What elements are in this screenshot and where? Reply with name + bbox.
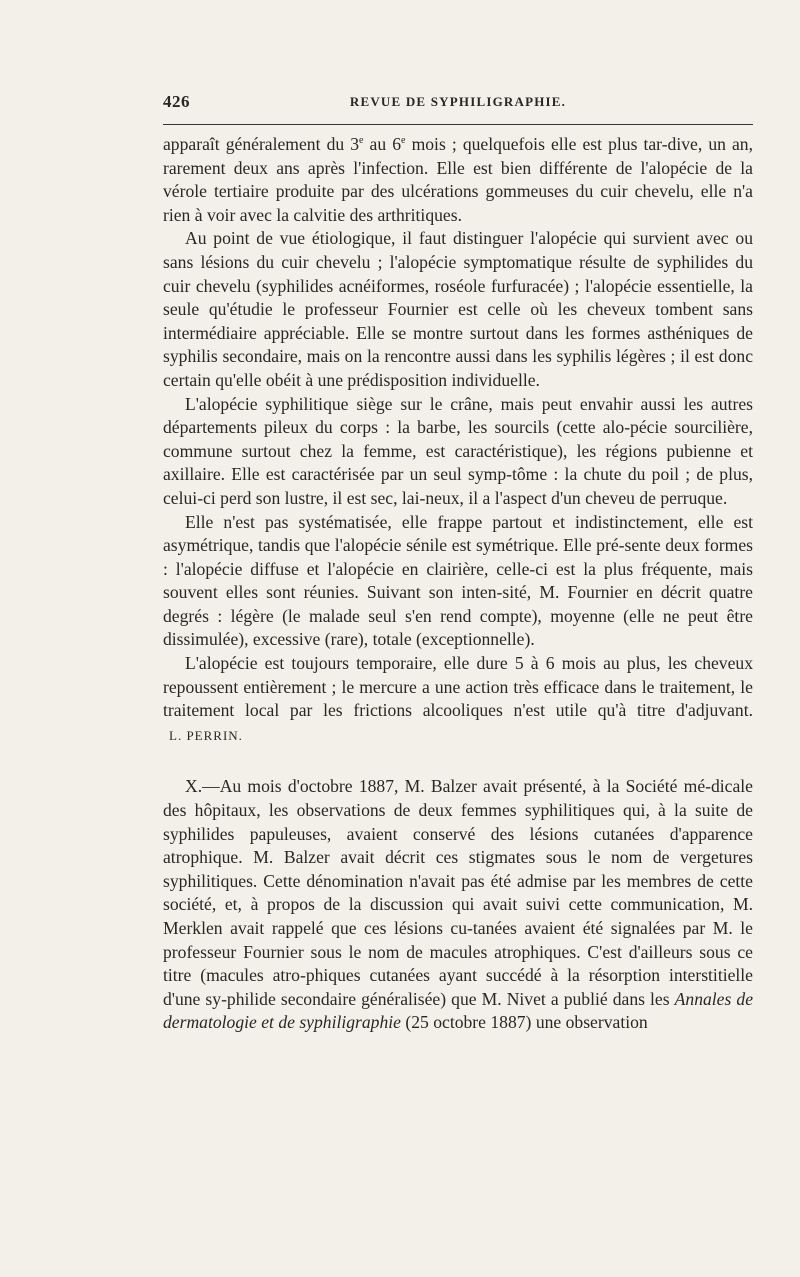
superscript: e: [359, 135, 364, 147]
text-run: apparaît généralement du 3: [163, 134, 360, 154]
author-signature: L. PERRIN.: [169, 727, 243, 743]
paragraph: [163, 133, 753, 227]
superscript: e: [401, 135, 406, 147]
paragraph: L'alopécie syphilitique siège sur le crâne, mais peut envahir aussi les autres départements pileux du corps : la barbe, les sourcils (cette alo-pécie sourcilière, commune surtout chez la femme, est caractéristique), les régions pubienne et axillaire. Elle est caractérisée par un seul symp-tôme : la chute du poil ; de plus, celui-ci perd son lustre, il est sec, lai-neux, il a l'aspect d'un cheveu de perruque.: [163, 393, 753, 508]
page-number: 426: [163, 92, 190, 111]
text-run: L'alopécie est toujours temporaire, elle dure 5 à 6 mois au plus, les cheveux repoussent entièrement ; le mercure a une action très efficace dans le traitement, le traitement local par les frictions alcooliques n'est utile qu'à titre d'adjuvant.: [163, 653, 753, 721]
text-run: (25 octobre 1887) une observation: [400, 1012, 648, 1033]
body-text: [163, 133, 753, 1035]
paragraph: Elle n'est pas systématisée, elle frappe partout et indistinctement, elle est asymétrique, tandis que l'alopécie sénile est symétrique. Elle pré-sente deux formes : l'alopécie diffuse et l'alopécie en clairière, celle-ci est la plus fréquente, mais souvent elles sont réunies. Suivant son inten-sité, M. Fournier en décrit quatre degrés : légère (le malade seul s'en rend compte), moyenne (elle ne peut être dissimulée), excessive (rare), totale (exceptionnelle).: [163, 511, 753, 650]
paragraph: [163, 775, 753, 1035]
running-head: [163, 92, 753, 116]
paragraph: [163, 652, 753, 747]
header-rule: [163, 124, 753, 125]
text-run: Au mois d'octobre 1887, M. Balzer avait présenté, à la Société mé-dicale des hôpitaux, les observations de deux femmes syphilitiques qui, à la suite de syphilides papuleuses, avaient conservé des lésions cutanées d'apparence atrophique. M. Balzer avait décrit ces stigmates sous le nom de vergetures syphilitiques. Cette dénomination n'avait pas été admise par les membres de cette société, et, à propos de la discussion qui avait suivi cette communication, M. Merklen avait rappelé que ces lésions cu-tanées avaient été signalées par M. le professeur Fournier sous le nom de macules atrophiques. C'est d'ailleurs sous ce titre (macules atro-phiques cutanées ayant succédé à la résorption interstitielle d'une sy-philide secondaire généralisée) que M. Nivet a publié dans les: [163, 776, 753, 1009]
running-title: REVUE DE SYPHILIGRAPHIE.: [349, 94, 567, 109]
text-run: mois ; quelquefois elle est plus tar-dive, un an, rarement deux ans après l'infection. Elle est bien différente de l'alopécie de la vérole tertiaire produite par des ulcérations gommeuses du cuir chevelu, elle n'a rien à voir avec la calvitie des arthritiques.: [163, 134, 753, 225]
section-gap: [163, 747, 753, 775]
paragraph: Au point de vue étiologique, il faut distinguer l'alopécie qui survient avec ou sans lésions du cuir chevelu ; l'alopécie symptomatique résulte de syphilides du cuir chevelu (syphilides acnéiformes, roséole furfuracée) ; l'alopécie essentielle, la seule qu'étudie le professeur Fournier est celle où les cheveux tombent sans intermédiaire appréciable. Elle se montre surtout dans les formes asthéniques de syphilis secondaire, mais on la rencontre aussi dans les syphilis légères ; il est donc certain qu'elle obéit à une prédisposition individuelle.: [163, 228, 753, 390]
text-run: au 6: [363, 134, 402, 154]
section-number: X.—: [185, 776, 220, 797]
journal-title: Annales de dermatologie et de syphiligraphie: [163, 988, 753, 1033]
